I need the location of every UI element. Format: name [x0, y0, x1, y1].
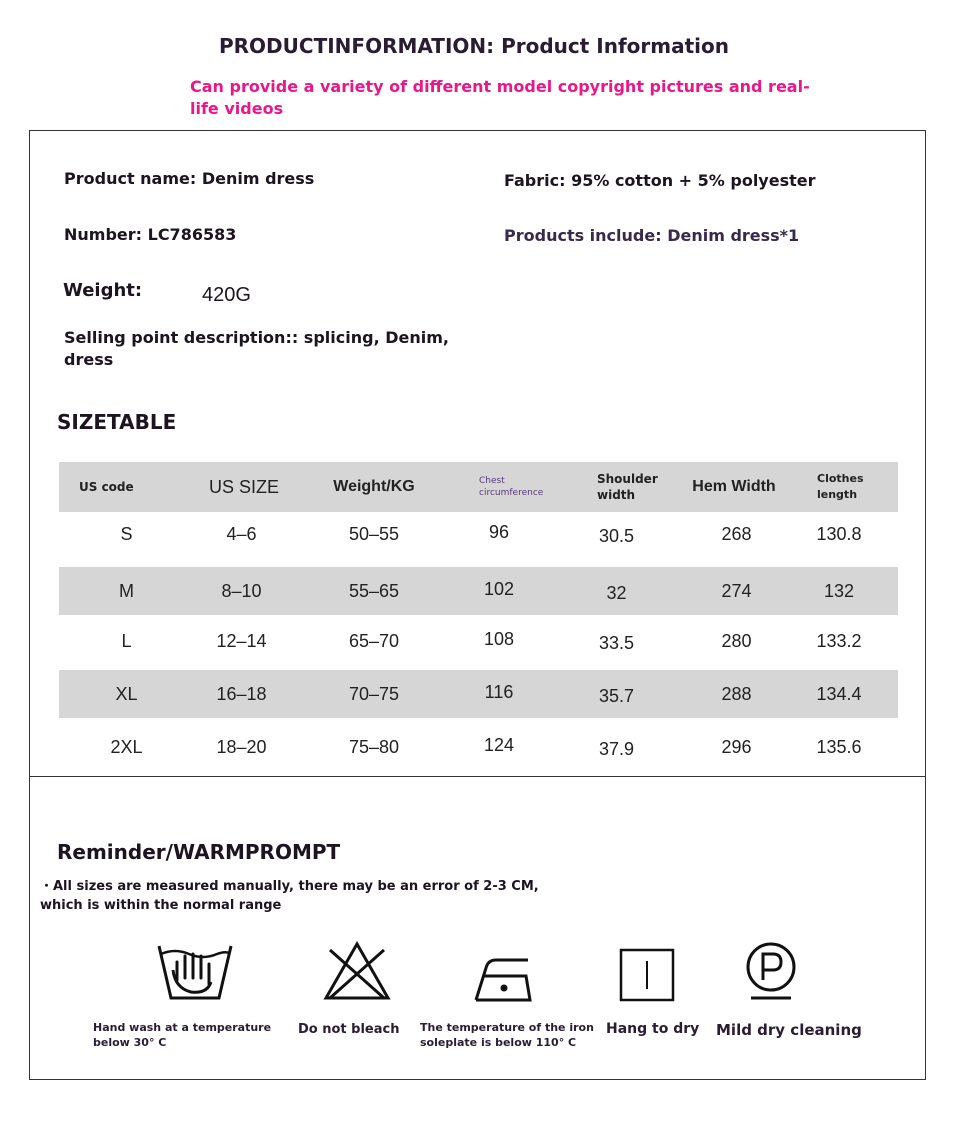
table-cell: 130.8: [816, 523, 862, 544]
table-cell: 96: [488, 521, 510, 542]
table-cell: 32: [606, 582, 627, 603]
weight-label: Weight:: [63, 280, 143, 301]
col-hem: Hem Width: [692, 478, 776, 495]
table-cell: 268: [721, 523, 752, 544]
care-label: Hand wash at a temperature below 30° C: [93, 1021, 272, 1049]
reminder-heading: Reminder/WARMPROMPT: [57, 840, 341, 864]
dry-clean-icon: [743, 940, 799, 1002]
table-cell: M: [119, 580, 134, 601]
no-bleach-icon: [322, 940, 392, 1002]
table-cell: 274: [721, 580, 752, 601]
col-chest: Chest circumference: [479, 476, 544, 498]
page-subtitle: Can provide a variety of different model copyright pictures and real-life videos: [190, 77, 810, 118]
care-label: Do not bleach: [298, 1022, 400, 1037]
table-cell: 33.5: [598, 632, 635, 653]
table-cell: 12–14: [216, 630, 267, 651]
table-cell: 16–18: [216, 683, 267, 704]
table-cell: 132: [823, 580, 855, 601]
col-us-size: US SIZE: [208, 476, 279, 497]
col-length: Clothes length: [817, 472, 864, 501]
weight-value: 420G: [202, 284, 251, 306]
table-cell: 55–65: [348, 580, 400, 601]
table-row: [59, 567, 898, 615]
table-cell: 30.5: [598, 525, 635, 546]
table-cell: 280: [721, 630, 752, 651]
table-cell: 65–70: [348, 630, 400, 651]
table-cell: 108: [483, 628, 515, 649]
table-cell: 134.4: [816, 683, 862, 704]
table-cell: 296: [721, 736, 752, 757]
table-cell: 37.9: [598, 738, 635, 759]
table-cell: 102: [483, 578, 515, 599]
table-cell: 50–55: [348, 523, 400, 544]
reminder-note: ・All sizes are measured manually, there may be an error of 2-3 CM, which is within the normal range: [40, 879, 539, 913]
table-cell: 35.7: [598, 685, 635, 706]
table-row: [59, 723, 898, 771]
table-row: [59, 510, 898, 558]
table-cell: 133.2: [816, 630, 862, 651]
col-weight: Weight/KG: [333, 478, 415, 495]
table-cell: 2XL: [110, 736, 143, 757]
table-cell: S: [120, 523, 133, 544]
hang-dry-icon: [618, 947, 676, 1003]
product-name: Product name: Denim dress: [64, 169, 315, 188]
table-cell: XL: [115, 683, 138, 704]
table-cell: L: [121, 630, 132, 651]
care-label: Mild dry cleaning: [716, 1021, 862, 1039]
table-cell: 124: [483, 734, 515, 755]
col-us-code: US code: [79, 480, 134, 494]
table-cell: 135.6: [816, 736, 862, 757]
table-cell: 75–80: [348, 736, 400, 757]
table-cell: 18–20: [216, 736, 267, 757]
table-row: [59, 617, 898, 665]
size-table-heading: SIZETABLE: [57, 410, 177, 434]
page-title: PRODUCTINFORMATION: Product Information: [219, 34, 729, 58]
hand-wash-icon: [155, 940, 235, 1006]
table-cell: 4–6: [226, 523, 257, 544]
size-table-header: [59, 462, 898, 512]
care-label: The temperature of the iron soleplate is below 110° C: [420, 1021, 594, 1049]
col-shoulder: Shoulder width: [597, 472, 658, 502]
table-cell: 116: [484, 681, 514, 702]
table-cell: 70–75: [348, 683, 400, 704]
iron-icon: [470, 948, 536, 1004]
selling-point: Selling point description:: splicing, Denim, dress: [64, 328, 449, 369]
fabric: Fabric: 95% cotton + 5% polyester: [504, 171, 816, 190]
products-include: Products include: Denim dress*1: [504, 226, 800, 245]
table-row: [59, 670, 898, 718]
table-cell: 288: [721, 683, 752, 704]
product-number: Number: LC786583: [64, 225, 237, 244]
table-cell: 8–10: [221, 580, 262, 601]
care-label: Hang to dry: [606, 1021, 700, 1037]
